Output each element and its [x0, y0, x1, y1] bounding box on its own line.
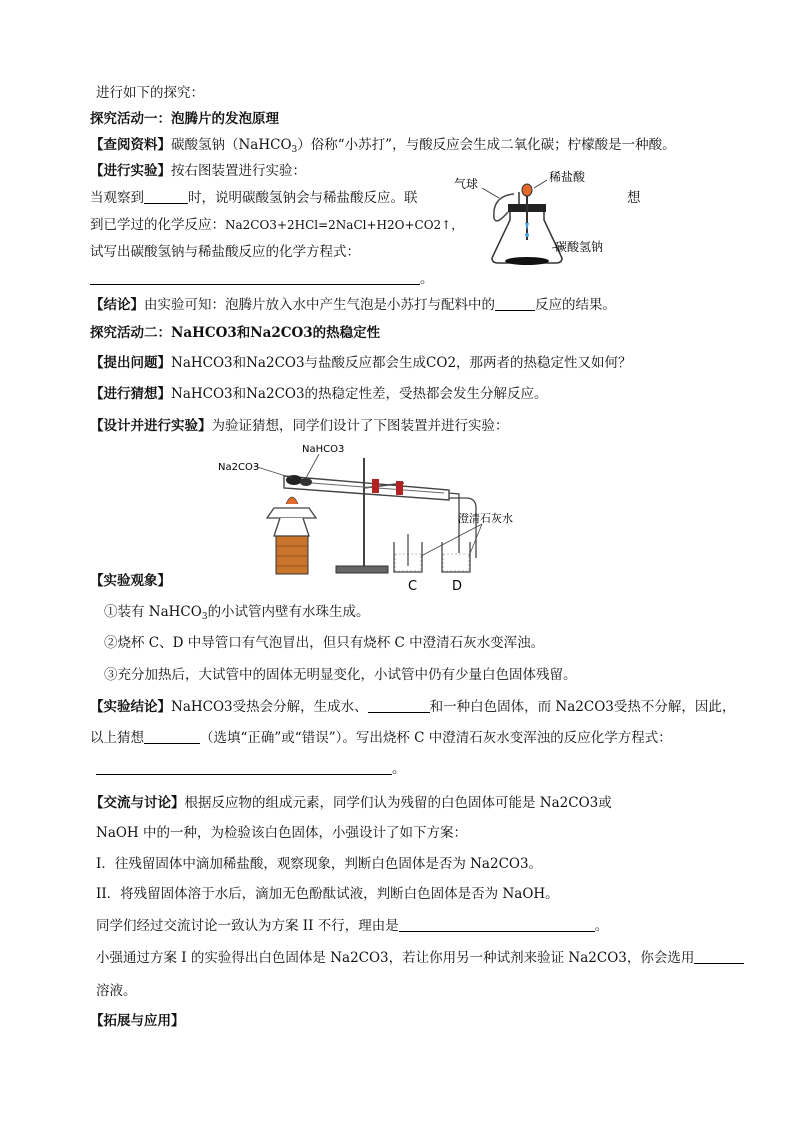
- exp-text: 按右图装置进行实验：: [171, 163, 306, 179]
- write-equation-line: 试写出碳酸氢钠与稀盐酸反应的化学方程式：: [90, 244, 360, 260]
- observation-1: ①装有 NaHCO$_3$的小试管内壁有水珠生成。: [104, 604, 370, 622]
- h-label: 【进行猜想】: [90, 386, 171, 402]
- conclusion-line: [90, 296, 616, 314]
- blank-reason[interactable]: [399, 917, 595, 932]
- experiment-line: [90, 162, 306, 180]
- blank-equation-1[interactable]: [90, 270, 420, 285]
- plan-ii: II．将残留固体溶于水后，滴加无色酚酞试液，判断白色固体是否为 NaOH。: [96, 886, 559, 902]
- blank-reagent[interactable]: [694, 949, 744, 964]
- concl2-d: （选填“正确”或“错误”）。写出烧杯 C 中澄清石灰水变浑浊的反应化学方程式：: [200, 730, 672, 746]
- disc-a: 根据反应物的组成元素，同学们认为残留的白色固体可能是 Na2CO3或: [184, 795, 612, 811]
- equation-answer-line: [90, 270, 434, 288]
- d-text: 为验证猜想，同学们设计了下图装置并进行实验：: [211, 418, 509, 434]
- beaker-c-icon: [394, 534, 422, 572]
- label-limewater: 澄清石灰水: [458, 512, 513, 525]
- heating-apparatus-figure: [214, 438, 514, 596]
- label-nahco3: NaHCO3: [302, 444, 345, 455]
- exp-label: 【进行实验】: [90, 163, 171, 179]
- discussion-line: [90, 794, 612, 812]
- observation-2: ②烧杯 C、D 中导管口有气泡冒出，但只有烧杯 C 中澄清石灰水变浑浊。: [104, 635, 545, 651]
- alt-text: 小强通过方案 I 的实验得出白色固体是 Na2CO3，若让你用另一种试剂来验证 Na2CO3，你会选用: [96, 950, 695, 966]
- concl-a: 由实验可知：泡腾片放入水中产生气泡是小苏打与配料中的: [144, 297, 495, 313]
- observation-line: [90, 189, 418, 207]
- intro-text: 进行如下的探究：: [96, 85, 204, 101]
- concl-b: 反应的结果。: [535, 297, 616, 313]
- hypothesis-judgement-line: [90, 729, 672, 747]
- info-text-b: ）俗称“小苏打”，与酸反应会生成二氧化碳；柠檬酸是一种酸。: [297, 137, 676, 153]
- o1-a: ①装有 NaHCO: [104, 604, 202, 620]
- label-beaker-c: C: [408, 579, 418, 594]
- label-beaker-d: D: [452, 579, 463, 594]
- test-tube-icon: [284, 475, 476, 558]
- recall-a: 到已学过的化学反应：: [90, 217, 225, 233]
- reason-end: 。: [594, 918, 609, 934]
- experiment-conclusion-line: [90, 698, 735, 716]
- q-text: NaHCO3和Na2CO3与盐酸反应都会生成CO2，那两者的热稳定性又如何？: [171, 355, 632, 371]
- concl2-e: 。: [392, 761, 406, 777]
- plan-i: I．往残留固体中滴加稀盐酸，观察现象，判断白色固体是否为 Na2CO3。: [96, 856, 543, 872]
- solution-word: 溶液。: [96, 983, 137, 999]
- label-balloon: 气球: [454, 177, 479, 191]
- concl2-c: 以上猜想: [90, 730, 144, 746]
- concl2-label: 【实验结论】: [90, 699, 171, 715]
- blank-equation-2[interactable]: [96, 760, 392, 775]
- recall-line: [90, 216, 463, 234]
- obs-b: 时，说明碳酸氢钠会与稀盐酸反应。联: [188, 190, 418, 206]
- blank-gas[interactable]: [368, 698, 430, 713]
- blank-judgement[interactable]: [144, 729, 200, 744]
- observation-label: 【实验观象】: [90, 573, 171, 589]
- equation-answer-line-2: [96, 760, 406, 778]
- d-label: 【设计并进行实验】: [90, 418, 212, 434]
- discussion-line-2: NaOH 中的一种，为检验该白色固体，小强设计了如下方案：: [96, 825, 467, 841]
- disc-label: 【交流与讨论】: [90, 795, 185, 811]
- question-line: [90, 354, 632, 372]
- obs-a: 当观察到: [90, 190, 144, 206]
- observation-3: ③充分加热后，大试管中的固体无明显变化，小试管中仍有少量白色固体残留。: [104, 667, 577, 683]
- design-line: [90, 417, 509, 435]
- obs-c: 想: [627, 190, 641, 206]
- hypothesis-line: [90, 385, 548, 403]
- concl2-b: 和一种白色固体，而 Na2CO3受热不分解，因此，: [429, 699, 736, 715]
- info-text-a: 碳酸氢钠（NaHCO: [171, 137, 292, 153]
- blank-conclusion[interactable]: [495, 296, 535, 311]
- info-paragraph: 【查阅资料】碳酸氢钠（NaHCO$_3$）俗称“小苏打”，与酸反应会生成二氧化碳；柠檬酸是一种酸。: [90, 137, 676, 155]
- lamp-stand-icon: [267, 497, 316, 574]
- h-text: NaHCO3和Na2CO3的热稳定性差，受热都会发生分解反应。: [171, 386, 548, 402]
- period-1: 。: [420, 271, 434, 287]
- recall-equation: Na2CO3+2HCl=2NaCl+H2O+CO2↑，: [225, 218, 464, 232]
- reason-text: 同学们经过交流讨论一致认为方案 II 不行，理由是: [96, 918, 399, 934]
- activity1-title: 探究活动一：泡腾片的发泡原理: [90, 111, 279, 127]
- alternative-reagent-line: [96, 949, 744, 967]
- flask-apparatus-figure: [452, 168, 627, 268]
- extension-label: 【拓展与应用】: [90, 1013, 185, 1029]
- concl-label: 【结论】: [90, 297, 144, 313]
- flask-icon: [492, 184, 562, 265]
- label-bicarbonate: 碳酸氢钠: [555, 240, 604, 254]
- reason-line: [96, 917, 608, 935]
- activity2-title: 探究活动二：NaHCO3和Na2CO3的热稳定性: [90, 325, 381, 341]
- beaker-d-icon: [442, 542, 470, 572]
- info-label: 【查阅资料】: [90, 137, 171, 153]
- label-acid: 稀盐酸: [549, 170, 586, 184]
- q-label: 【提出问题】: [90, 355, 171, 371]
- label-na2co3: Na2CO3: [218, 462, 260, 473]
- o1-b: 的小试管内壁有水珠生成。: [207, 604, 370, 620]
- blank-observe[interactable]: [144, 189, 188, 204]
- concl2-a: NaHCO3受热会分解，生成水、: [171, 699, 368, 715]
